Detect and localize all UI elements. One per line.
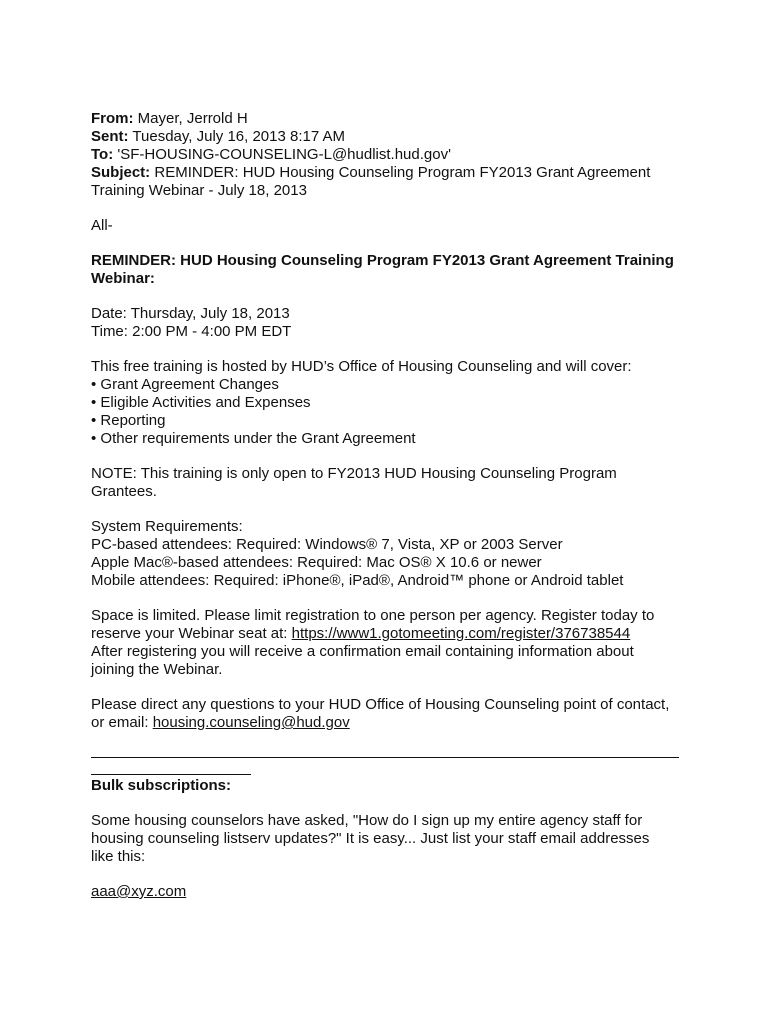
contact-email-link[interactable]: housing.counseling@hud.gov — [152, 714, 350, 731]
sent-row — [91, 128, 691, 146]
bulk-line2: housing counseling listserv updates?" It is easy... Just list your staff email addresses — [91, 830, 650, 847]
sysreq-mac: Apple Mac®-based attendees: Required: Mac OS® X 10.6 or newer — [91, 554, 542, 571]
bulk-title: Bulk subscriptions: — [91, 777, 232, 794]
space-line2 — [91, 625, 691, 643]
to-row — [91, 146, 691, 164]
space-line2-prefix: reserve your Webinar seat at: — [91, 625, 292, 642]
registration — [91, 607, 691, 679]
space-line1: Space is limited. Please limit registration to one person per agency. Register today to — [91, 607, 655, 624]
headline-line2: Webinar: — [91, 270, 155, 287]
topic-item: • Eligible Activities and Expenses — [91, 394, 311, 411]
example-email-link[interactable]: aaa@xyz.com — [91, 883, 187, 900]
note-line1: NOTE: This training is only open to FY2013 HUD Housing Counseling Program — [91, 465, 617, 482]
note-line2: Grantees. — [91, 483, 157, 500]
to-label: To: — [91, 146, 114, 163]
subject-value-line1: REMINDER: HUD Housing Counseling Program FY2013 Grant Agreement — [154, 164, 651, 181]
bulk-line3: like this: — [91, 848, 146, 865]
subject-label: Subject: — [91, 164, 151, 181]
headline-line1: REMINDER: HUD Housing Counseling Program FY2013 Grant Agreement Training — [91, 252, 674, 269]
topic-item: • Grant Agreement Changes — [91, 376, 279, 393]
questions-line2 — [91, 714, 691, 732]
bulk-text — [91, 812, 691, 866]
example-email-row — [91, 883, 691, 901]
to-value: 'SF-HOUSING-COUNSELING-L@hudlist.hud.gov' — [117, 146, 451, 163]
headline — [91, 252, 691, 288]
webinar-time: Time: 2:00 PM - 4:00 PM EDT — [91, 323, 292, 340]
after-line1: After registering you will receive a confirmation email containing information about — [91, 643, 634, 660]
questions — [91, 696, 691, 732]
from-value: Mayer, Jerrold H — [137, 110, 248, 127]
sysreq-mobile: Mobile attendees: Required: iPhone®, iPad®, Android™ phone or Android tablet — [91, 572, 624, 589]
sysreq-title: System Requirements: — [91, 518, 243, 535]
sysreq-pc: PC-based attendees: Required: Windows® 7, Vista, XP or 2003 Server — [91, 536, 563, 553]
system-requirements — [91, 518, 691, 590]
note — [91, 465, 691, 501]
after-line2: joining the Webinar. — [91, 661, 223, 678]
email-header — [91, 110, 691, 200]
from-label: From: — [91, 110, 134, 127]
topics-section — [91, 358, 691, 448]
questions-line1: Please direct any questions to your HUD Office of Housing Counseling point of contact, — [91, 696, 670, 713]
sent-label: Sent: — [91, 128, 129, 145]
topic-item: • Other requirements under the Grant Agreement — [91, 430, 416, 447]
subject-value-line2: Training Webinar - July 18, 2013 — [91, 182, 307, 199]
bulk-line1: Some housing counselors have asked, "How do I sign up my entire agency staff for — [91, 812, 643, 829]
subject-row — [91, 164, 691, 182]
divider-line-short — [91, 774, 251, 775]
sent-value: Tuesday, July 16, 2013 8:17 AM — [132, 128, 346, 145]
from-row — [91, 110, 691, 128]
webinar-date: Date: Thursday, July 18, 2013 — [91, 305, 290, 322]
greeting: All- — [91, 217, 113, 234]
divider-line — [91, 757, 679, 758]
register-link[interactable]: https://www1.gotomeeting.com/register/376738544 — [291, 625, 631, 642]
questions-line2-prefix: or email: — [91, 714, 153, 731]
email-document — [91, 110, 691, 901]
intro-text: This free training is hosted by HUD’s Office of Housing Counseling and will cover: — [91, 358, 632, 375]
topic-item: • Reporting — [91, 412, 166, 429]
schedule — [91, 305, 691, 341]
